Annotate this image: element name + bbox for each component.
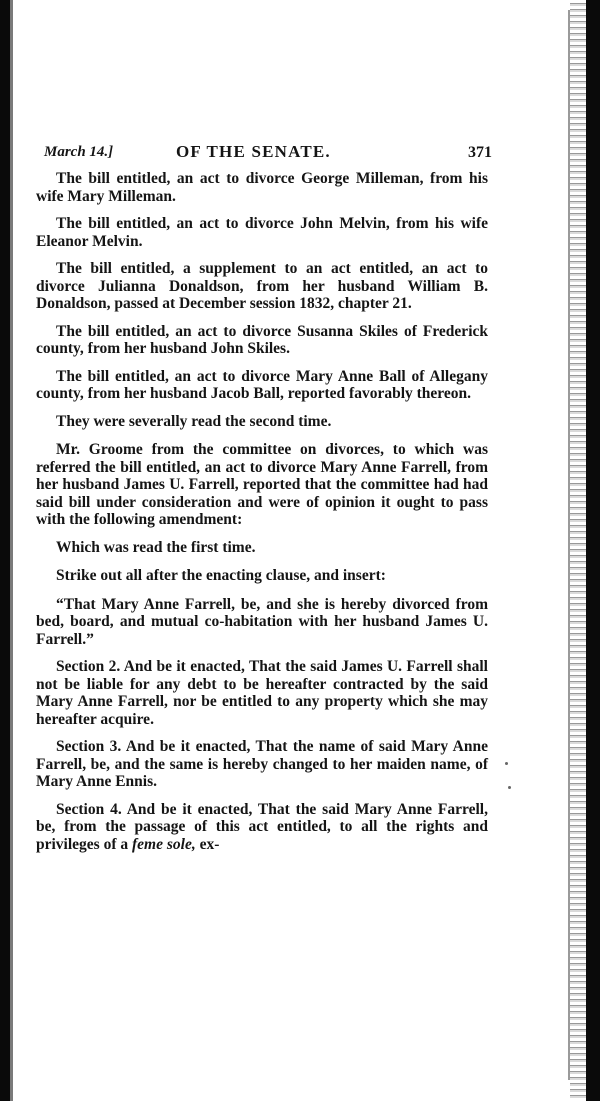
paragraph: The bill entitled, a supplement to an act entitled, an act to divorce Julianna Donaldson, from her husband William B. Donaldson, passed at December session 1832, chapter 21. — [36, 260, 488, 312]
paragraph: The bill entitled, an act to divorce John Melvin, from his wife Eleanor Melvin. — [36, 215, 488, 250]
page-number: 371 — [468, 144, 492, 161]
paragraph-text: Section 4. And be it enacted, That the said Mary Anne Farrell, be, from the passage of this act entitled, to all the rights and privileges of a — [36, 800, 488, 853]
paragraph: They were severally read the second time. — [56, 412, 332, 430]
right-page-stack — [570, 0, 586, 1101]
paragraph: “That Mary Anne Farrell, be, and she is hereby divorced from bed, board, and mutual co-habitation with her husband James U. Farrell.” — [36, 595, 488, 648]
paragraph: Section 2. And be it enacted, That the said James U. Farrell shall not be liable for any debt to be hereafter contracted by the said Mary Anne Farrell, nor be entitled to any property which she may hereafter acquire. — [36, 658, 488, 728]
document-page — [36, 140, 492, 863]
paragraph: The bill entitled, an act to divorce George Milleman, from his wife Mary Milleman. — [36, 170, 488, 205]
page-header — [36, 140, 492, 170]
paragraph: Mr. Groome from the committee on divorces, to which was referred the bill entitled, an act to divorce Mary Anne Farrell, from her husband James U. Farrell, reported that the committee had had said bill under consideration and were of opinion it ought to pass with the following amendment: — [36, 441, 488, 528]
italic-term: feme sole, — [132, 835, 196, 853]
left-scan-border — [0, 0, 10, 1101]
scan-speck — [508, 786, 511, 789]
paragraph-text-end: ex- — [195, 835, 220, 853]
paragraph: The bill entitled, an act to divorce Susanna Skiles of Frederick county, from her husband John Skiles. — [36, 322, 488, 357]
header-title: OF THE SENATE. — [176, 142, 331, 161]
paragraph: Section 3. And be it enacted, That the name of said Mary Anne Farrell, be, and the same is hereby changed to her maiden name, of Mary Anne Ennis. — [36, 738, 488, 790]
paragraph-last — [36, 801, 488, 854]
scan-speck — [505, 762, 508, 765]
left-scan-edge — [10, 0, 13, 1101]
right-scan-border — [586, 0, 600, 1101]
paragraph: Which was read the first time. — [56, 538, 256, 556]
paragraph: Strike out all after the enacting clause, and insert: — [56, 567, 386, 584]
paragraph: The bill entitled, an act to divorce Mary Anne Ball of Allegany county, from her husband Jacob Ball, reported favorably thereon. — [36, 367, 488, 402]
header-date: March 14.] — [44, 144, 114, 160]
